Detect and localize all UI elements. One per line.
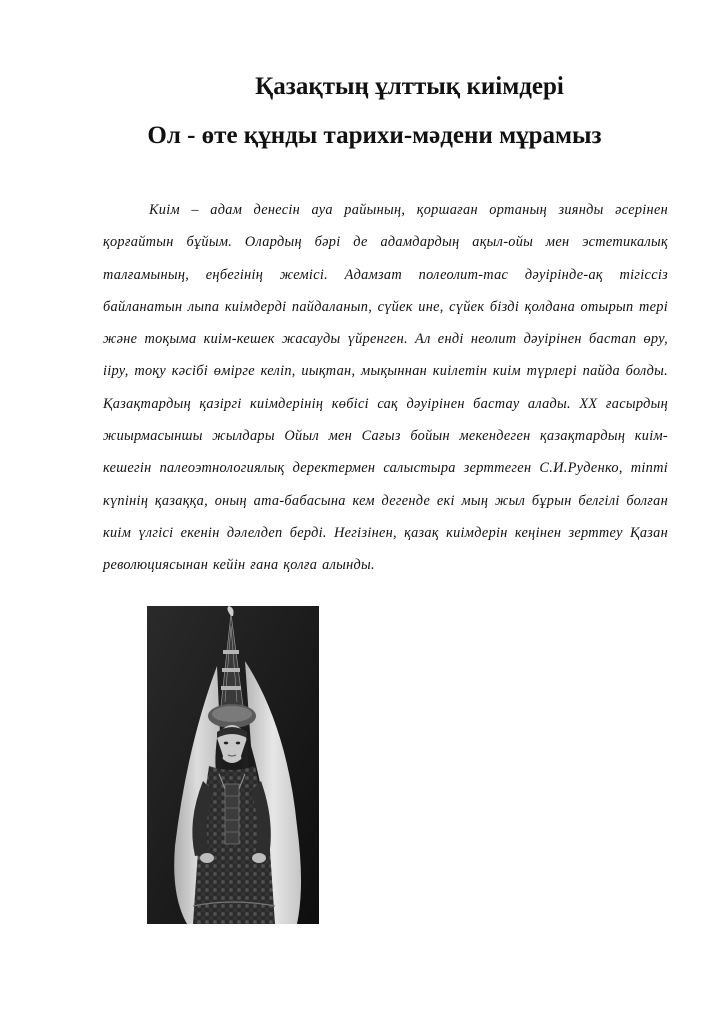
- photo-woman-in-saukele: [147, 606, 319, 924]
- page-subtitle: Ол - өте құнды тарихи-мәдени мұрамыз: [147, 122, 602, 149]
- page-title: Қазақтың ұлттық киімдері: [255, 73, 564, 100]
- body-paragraph: Киім – адам денесін ауа райының, қоршаған ортаның зиянды әсерінен қорғайтын бұйым. Олардың бәрі де адамдардың ақыл-ойы мен эстетикалық талғамының, еңбегінің жемісі. Адамзат полеолит-тас дәуірінде-ақ тігіссіз байланатын лыпа киімдерді пайдаланып, сүйек ине, сүйек бізді қолдана отырып тері және тоқыма киім-кешек жасауды үйренген. Ал енді неолит дәуірінен бастап өру, ііру, тоқу кәсібі өмірге келіп, иықтан, мықыннан киілетін киім түрлері пайда болды. Қазақтардың қазіргі киімдерінің көбісі сақ дәуірінен бастау алады. XX ғасырдың жиырмасыншы жылдары Ойыл мен Сағыз бойын мекендеген қазақтардың киім-кешегін палеоэтнологиялық деректермен салыстыра зерттеген С.И.Руденко, тіпті күпінің қазаққа, оның ата-бабасына кем дегенде екі мың жыл бұрын белгілі болған киім үлгісі екенін дәлелдеп берді. Негізінен, қазақ киімдерін кеңінен зерттеу Қазан революциясынан кейін ғана қолға алынды.: [103, 202, 668, 574]
